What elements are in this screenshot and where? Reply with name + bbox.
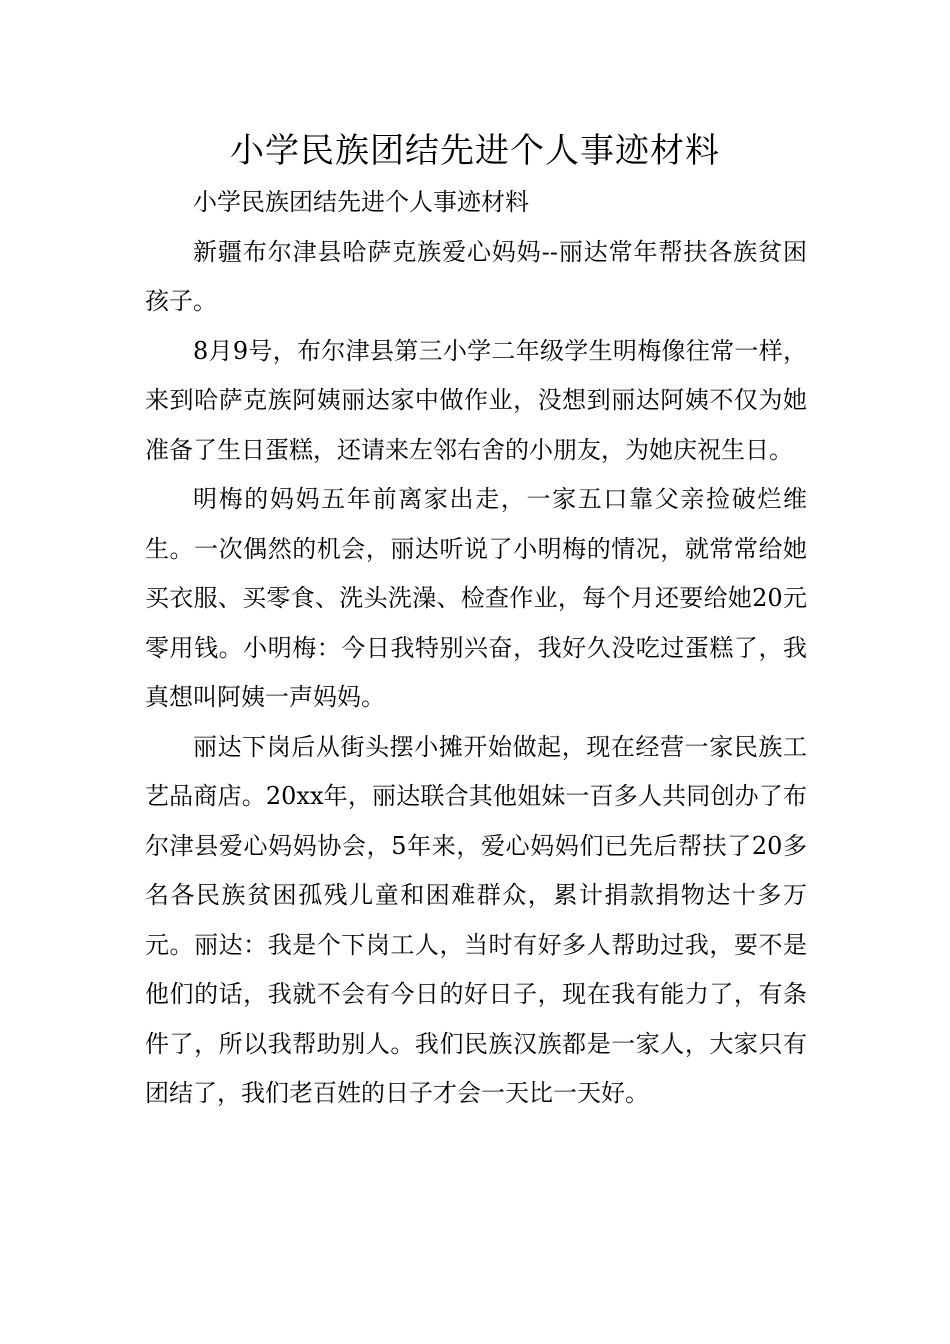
paragraph-intro: 新疆布尔津县哈萨克族爱心妈妈--丽达常年帮扶各族贫困孩子。 — [145, 237, 807, 315]
paragraph-birthday: 8月9号，布尔津县第三小学二年级学生明梅像往常一样，来到哈萨克族阿姨丽达家中做作业，没想到丽达阿姨不仅为她准备了生日蛋糕，还请来左邻右舍的小朋友，为她庆祝生日。 — [145, 336, 807, 464]
document-title: 小学民族团结先进个人事迹材料 — [230, 131, 720, 171]
paragraph-association: 丽达下岗后从街头摆小摊开始做起，现在经营一家民族工艺品商店。20xx年，丽达联合其他姐妹一百多人共同创办了布尔津县爱心妈妈协会，5年来，爱心妈妈们已先后帮扶了20多名各民族贫困孤残儿童和困难群众，累计捐款捐物达十多万元。丽达：我是个下岗工人，当时有好多人帮助过我，要不是他们的话，我就不会有今日的好日子，现在我有能力了，有条件了，所以我帮助别人。我们民族汉族都是一家人，大家只有团结了，我们老百姓的日子才会一天比一天好。 — [145, 732, 807, 1107]
paragraph-background: 明梅的妈妈五年前离家出走，一家五口靠父亲捡破烂维生。一次偶然的机会，丽达听说了小明梅的情况，就常常给她买衣服、买零食、洗头洗澡、检查作业，每个月还要给她20元零用钱。小明梅：今日我特别兴奋，我好久没吃过蛋糕了，我真想叫阿姨一声妈妈。 — [145, 485, 807, 711]
document-body — [145, 178, 807, 1119]
paragraph-subtitle: 小学民族团结先进个人事迹材料 — [193, 188, 529, 216]
